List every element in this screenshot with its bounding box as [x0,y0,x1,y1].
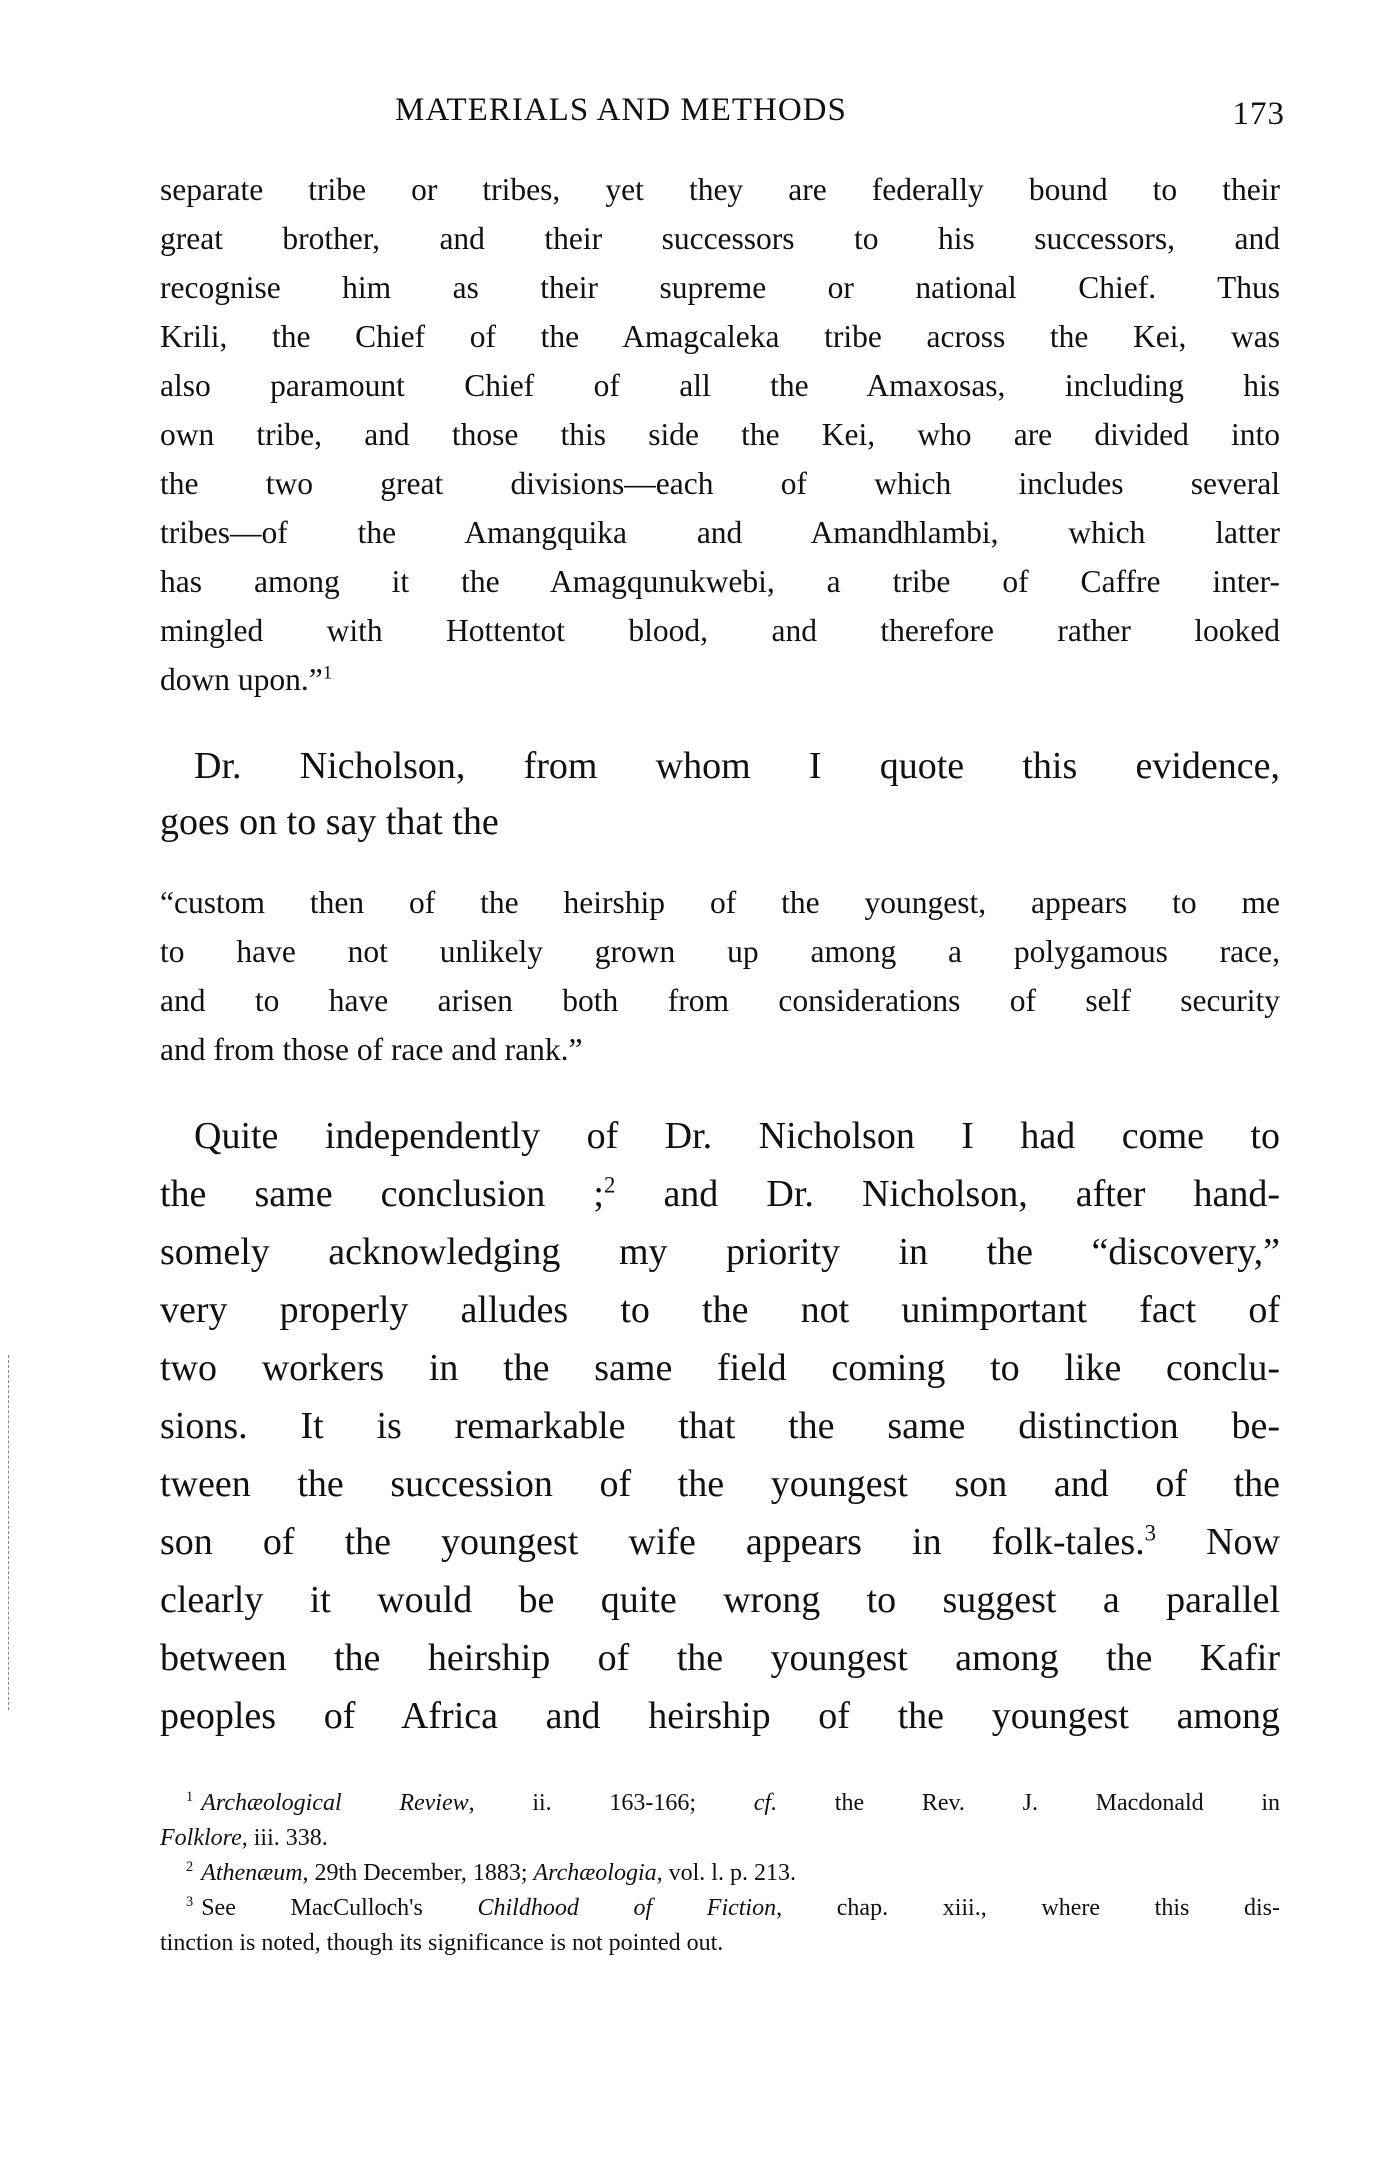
text-line: great brother, and their successors to his successors, and [160,221,1280,256]
text-line: goes on to say that the [160,801,499,843]
footnote-text: , ii. 163-166; [468,1790,754,1816]
footnote-3-continuation [160,1930,1280,1957]
footnote-ref[interactable]: 3 [1144,1520,1157,1546]
footnote-2 [160,1860,1280,1887]
citation-title: Folklore [160,1825,242,1851]
text-line: recognise him as their supreme or national Chief. Thus [160,270,1280,305]
line-text: the same conclusion ; [160,1173,604,1215]
footnote-text: , chap. xiii., where this dis- [776,1895,1280,1921]
text-line: and from those of race and rank.” [160,1032,583,1067]
text-line: has among it the Amagqunukwebi, a tribe of Caffre inter- [160,564,1280,599]
citation-title: Athenæum [201,1860,303,1886]
text-line: somely acknowledging my priority in the “discovery,” [160,1231,1280,1273]
line-text: son of the youngest wife appears in folk-tales. [160,1521,1145,1563]
footnote-ref[interactable]: 1 [322,662,333,684]
text-line: own tribe, and those this side the Kei, who are divided into [160,417,1280,452]
text-line: between the heirship of the youngest among the Kafir [160,1637,1280,1679]
page-number: 173 [1232,96,1285,132]
text-line [160,1172,1280,1216]
text-line [160,662,1280,698]
running-title: MATERIALS AND METHODS [395,92,847,128]
line-text: and Dr. Nicholson, after hand- [615,1173,1280,1215]
text-line: tribes—of the Amangquika and Amandhlambi, which latter [160,515,1280,550]
text-line: “custom then of the heirship of the youngest, appears to me [160,885,1280,920]
line-text: Now [1156,1521,1280,1563]
footnote-text: , 29th December, 1883; [302,1860,534,1886]
text-line: sions. It is remarkable that the same distinction be- [160,1405,1280,1447]
text-line: very properly alludes to the not unimportant fact of [160,1289,1280,1331]
text-line: peoples of Africa and heirship of the youngest among [160,1695,1280,1737]
running-header [160,92,1285,136]
text-line: to have not unlikely grown up among a polygamous race, [160,934,1280,969]
text-line: mingled with Hottentot blood, and therefore rather looked [160,613,1280,648]
text-line: Quite independently of Dr. Nicholson I had come to [194,1115,1280,1157]
citation-title: Childhood of Fiction [477,1895,777,1921]
footnote-text: See MacCulloch's [201,1895,478,1921]
text-line: the two great divisions—each of which includes several [160,466,1280,501]
text-line: clearly it would be quite wrong to suggest a parallel [160,1579,1280,1621]
footnote-3 [160,1895,1280,1922]
margin-scan-line [8,1355,10,1710]
text-line: tween the succession of the youngest son and of the [160,1463,1280,1505]
footnote-text: , vol. l. p. 213. [656,1860,796,1886]
text-line: also paramount Chief of all the Amaxosas, including his [160,368,1280,403]
footnote-1 [160,1790,1280,1817]
footnote-marker: 1 [186,1789,194,1805]
footnote-text: tinction is noted, though its significance is not pointed out. [160,1930,724,1956]
citation-title: Archæologia [533,1860,657,1886]
footnote-marker: 3 [186,1894,194,1910]
text-line [160,1520,1280,1564]
citation-title: cf. [753,1790,778,1816]
text-line: Dr. Nicholson, from whom I quote this evidence, [194,745,1280,787]
text-line: two workers in the same field coming to like conclu- [160,1347,1280,1389]
line-text: down upon.” [160,662,323,697]
footnote-1-continuation [160,1825,1280,1852]
footnote-text: the Rev. J. Macdonald in [777,1790,1281,1816]
citation-title: Archæological Review [201,1790,469,1816]
footnote-ref[interactable]: 2 [603,1172,616,1198]
text-line: and to have arisen both from considerations of self security [160,983,1280,1018]
footnote-marker: 2 [186,1859,194,1875]
footnote-text: , iii. 338. [241,1825,328,1851]
text-line: Krili, the Chief of the Amagcaleka tribe across the Kei, was [160,319,1280,354]
text-line: separate tribe or tribes, yet they are federally bound to their [160,172,1280,207]
